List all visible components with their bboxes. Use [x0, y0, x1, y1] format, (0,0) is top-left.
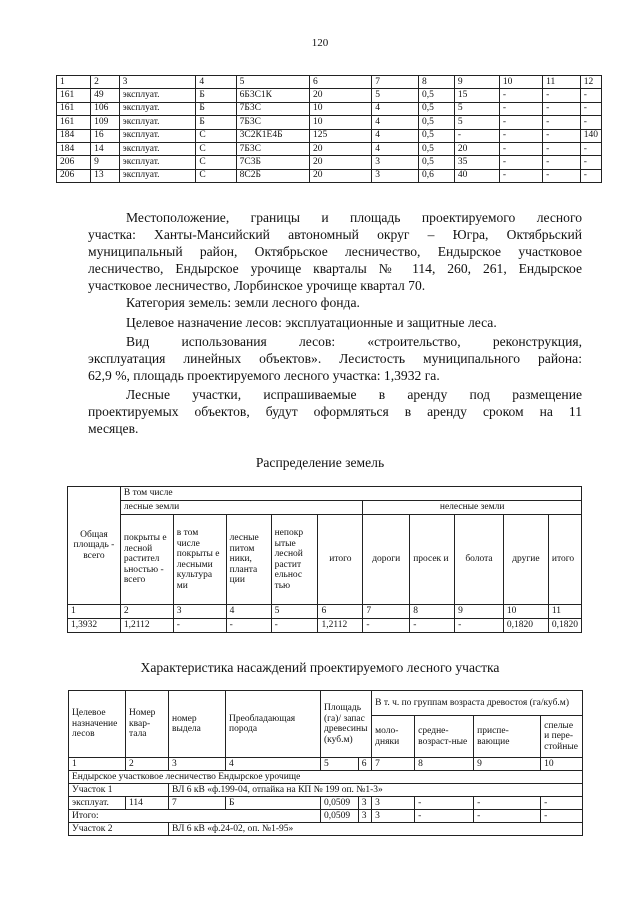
table-cell: -	[499, 116, 542, 129]
total-cell: 3	[358, 810, 371, 823]
table-row	[57, 102, 602, 115]
forestry-section-row: Ендырское участковое лесничество Ендырское урочище	[69, 771, 583, 784]
nonforest-lands-header: нелесные земли	[363, 501, 582, 515]
nonforest-col-roads: дороги	[363, 515, 410, 605]
table-cell: Б	[196, 89, 236, 102]
table-cell: эксплуат.	[119, 102, 196, 115]
exploitation-row-cell: эксплуат.	[69, 797, 126, 810]
header-cell: 9	[454, 76, 499, 89]
table-cell: 161	[57, 116, 91, 129]
table-cell: -	[580, 116, 601, 129]
value-cell: -	[410, 619, 455, 633]
lease-line-2: проектируемых объектов, будут оформляться в аренду сроком на 11	[88, 404, 582, 419]
column-number-cell: 3	[169, 758, 226, 771]
table-cell: 125	[310, 129, 372, 142]
value-cell: 1,2112	[120, 619, 173, 633]
column-number-cell: 9	[455, 605, 504, 619]
forest-lands-header: лесные земли	[120, 501, 362, 515]
value-cell: 1,3932	[68, 619, 121, 633]
table-row	[57, 116, 602, 129]
table-cell: 20	[310, 169, 372, 182]
table-cell: эксплуат.	[119, 169, 196, 182]
usage-line-1: Вид использования лесов: «строительство, реконструкция,	[126, 334, 582, 349]
table-cell: 40	[454, 169, 499, 182]
table-cell: 206	[57, 169, 91, 182]
column-number-cell: 10	[541, 758, 583, 771]
table-cell: 20	[310, 142, 372, 155]
table-cell: -	[543, 142, 581, 155]
plot2-description: ВЛ 6 кВ «ф.24-02, оп. №1-95»	[169, 823, 583, 836]
plot2-label: Участок 2	[69, 823, 169, 836]
table-cell: 140	[580, 129, 601, 142]
table-cell: эксплуат.	[119, 142, 196, 155]
column-number-cell: 3	[173, 605, 226, 619]
table-cell: -	[499, 142, 542, 155]
table-cell: 0,5	[418, 129, 454, 142]
header-cell: 1	[57, 76, 91, 89]
table-cell: -	[499, 156, 542, 169]
value-cell: 0,1820	[548, 619, 581, 633]
plot1-description: ВЛ 6 кВ «ф.199-04, отпайка на КП № 199 оп. №1-3»	[169, 784, 583, 797]
table-row	[57, 89, 602, 102]
table-cell: -	[543, 102, 581, 115]
table-cell: С	[196, 156, 236, 169]
table-row	[57, 156, 602, 169]
table-cell: 109	[91, 116, 120, 129]
forest-col-cultures: в том числе покрыты е лесными культура ми	[173, 515, 226, 605]
table-cell: 15	[454, 89, 499, 102]
table-cell: 7Б3С	[236, 142, 309, 155]
nonforest-col-clearings: просек и	[410, 515, 455, 605]
lease-line-1: Лесные участки, испрашиваемые в аренду под размещение	[126, 387, 582, 402]
table-cell: 4	[372, 116, 419, 129]
area-header: Площадь (га)/ запас древесины (куб.м)	[321, 691, 372, 758]
table-cell: эксплуат.	[119, 89, 196, 102]
table-cell: 161	[57, 89, 91, 102]
column-number-cell: 4	[226, 605, 271, 619]
table-cell: 7Б3С	[236, 102, 309, 115]
page-number: 120	[311, 37, 329, 49]
table-cell: -	[543, 116, 581, 129]
table-cell: 0,5	[418, 102, 454, 115]
total-area-header: Общая площадь - всего	[68, 487, 121, 605]
table-cell: 4	[372, 102, 419, 115]
table-cell: 4	[372, 142, 419, 155]
header-cell: 3	[119, 76, 196, 89]
value-cell: -	[363, 619, 410, 633]
value-cell: -	[455, 619, 504, 633]
total-cell: 0,0509	[321, 810, 359, 823]
exploitation-row-cell: 3	[358, 797, 371, 810]
column-number-cell: 7	[372, 758, 415, 771]
land-distribution-title: Распределение земель	[255, 455, 385, 470]
table-cell: 3	[372, 169, 419, 182]
table-cell: -	[580, 89, 601, 102]
usage-line-2: эксплуатация линейных объектов». Лесистость муниципального района:	[88, 351, 582, 366]
table-cell: С	[196, 169, 236, 182]
forest-col-uncovered: непокр ытые лесной растит ельнос тью	[271, 515, 318, 605]
table-cell: -	[580, 102, 601, 115]
table-row	[57, 142, 602, 155]
exploitation-row-cell: -	[474, 797, 541, 810]
location-line-1: Местоположение, границы и площадь проектируемого лесного	[126, 210, 582, 225]
header-cell: 10	[499, 76, 542, 89]
column-number-cell: 11	[548, 605, 581, 619]
young-header: моло-дняки	[372, 716, 415, 758]
value-cell: -	[226, 619, 271, 633]
table-cell: -	[543, 169, 581, 182]
forest-col-covered: покрыты е лесной растител ьностью - всего	[120, 515, 173, 605]
table-cell: -	[499, 89, 542, 102]
location-line-3: муниципальный район, Октябрьское лесничество, Ендырское участковое	[88, 244, 582, 259]
table-cell: 4	[372, 129, 419, 142]
table-cell: 10	[310, 102, 372, 115]
land-category: Категория земель: земли лесного фонда.	[126, 295, 360, 310]
forest-col-nurseries: лесные питом ники, планта ции	[226, 515, 271, 605]
including-header: В том числе	[120, 487, 581, 501]
table-header-row	[57, 76, 602, 89]
table-cell: 7С3Б	[236, 156, 309, 169]
table-cell: -	[543, 129, 581, 142]
nonforest-col-total: итого	[548, 515, 581, 605]
exploitation-row-cell: -	[415, 797, 474, 810]
total-label: Итого:	[69, 810, 321, 823]
table-cell: 184	[57, 142, 91, 155]
column-number-cell: 1	[68, 605, 121, 619]
header-cell: 2	[91, 76, 120, 89]
table-cell: 161	[57, 102, 91, 115]
plot1-label: Участок 1	[69, 784, 169, 797]
table-cell: 49	[91, 89, 120, 102]
table-cell: 206	[57, 156, 91, 169]
table-row	[57, 169, 602, 182]
purpose-header: Целевое назначение лесов	[69, 691, 126, 758]
species-header: Преобладающая порода	[226, 691, 321, 758]
land-distribution-table	[67, 486, 582, 633]
table-cell: 16	[91, 129, 120, 142]
header-cell: 11	[543, 76, 581, 89]
column-number-cell: 2	[126, 758, 169, 771]
column-number-cell: 5	[321, 758, 359, 771]
table-cell: 0,5	[418, 142, 454, 155]
location-line-2: участка: Ханты-Мансийский автономный округ – Югра, Октябрьский	[88, 227, 582, 242]
plot-header: номер выдела	[169, 691, 226, 758]
table-cell: 0,6	[418, 169, 454, 182]
header-cell: 6	[310, 76, 372, 89]
table-cell: 8С2Б	[236, 169, 309, 182]
table-cell: 106	[91, 102, 120, 115]
total-cell: -	[541, 810, 583, 823]
table-cell: -	[499, 129, 542, 142]
forest-purpose: Целевое назначение лесов: эксплуатационные и защитные леса.	[126, 315, 497, 330]
mature-header: спелые и пере-стойные	[541, 716, 583, 758]
total-cell: 3	[372, 810, 415, 823]
table-cell: 0,5	[418, 116, 454, 129]
age-groups-header: В т. ч. по группам возраста древостоя (га/куб.м)	[372, 691, 583, 716]
table-cell: -	[580, 156, 601, 169]
exploitation-row-cell: 3	[372, 797, 415, 810]
table-cell: 20	[454, 142, 499, 155]
table-cell: 5	[372, 89, 419, 102]
table-cell: 5	[454, 102, 499, 115]
column-number-cell: 10	[503, 605, 548, 619]
column-number-cell: 5	[271, 605, 318, 619]
table-cell: 3	[372, 156, 419, 169]
table-cell: 5	[454, 116, 499, 129]
table-cell: эксплуат.	[119, 116, 196, 129]
column-number-cell: 2	[120, 605, 173, 619]
table-row	[57, 129, 602, 142]
header-cell: 12	[580, 76, 601, 89]
exploitation-row-cell: 7	[169, 797, 226, 810]
exploitation-row-cell: 114	[126, 797, 169, 810]
nonforest-col-other: другие	[503, 515, 548, 605]
value-cell: -	[173, 619, 226, 633]
table-cell: Б	[196, 102, 236, 115]
header-cell: 4	[196, 76, 236, 89]
table-cell: -	[454, 129, 499, 142]
table-cell: -	[543, 156, 581, 169]
table-cell: -	[499, 169, 542, 182]
maturing-header: приспе-вающие	[474, 716, 541, 758]
table-cell: -	[580, 142, 601, 155]
column-number-cell: 1	[69, 758, 126, 771]
table-cell: 14	[91, 142, 120, 155]
value-cell: 0,1820	[503, 619, 548, 633]
stand-characteristics-title: Характеристика насаждений проектируемого лесного участка	[140, 660, 500, 675]
header-cell: 7	[372, 76, 419, 89]
column-number-cell: 6	[318, 605, 363, 619]
forest-inventory-table	[56, 75, 602, 183]
table-cell: -	[543, 89, 581, 102]
nonforest-col-swamps: болота	[455, 515, 504, 605]
column-number-cell: 6	[358, 758, 371, 771]
exploitation-row-cell: Б	[226, 797, 321, 810]
table-cell: эксплуат.	[119, 129, 196, 142]
table-cell: 13	[91, 169, 120, 182]
header-cell: 8	[418, 76, 454, 89]
exploitation-row-cell: 0,0509	[321, 797, 359, 810]
table-cell: 10	[310, 116, 372, 129]
table-cell: 0,5	[418, 156, 454, 169]
location-line-5: участковое лесничество, Лорбинское урочище квартал 70.	[88, 278, 426, 293]
total-cell: -	[474, 810, 541, 823]
lease-line-3: месяцев.	[88, 421, 139, 436]
table-cell: 184	[57, 129, 91, 142]
column-number-cell: 8	[415, 758, 474, 771]
middle-age-header: средне-возраст-ные	[415, 716, 474, 758]
value-cell: 1,2112	[318, 619, 363, 633]
table-cell: -	[580, 169, 601, 182]
column-number-cell: 7	[363, 605, 410, 619]
usage-line-3: 62,9 %, площадь проектируемого лесного участка: 1,3932 га.	[88, 368, 440, 383]
table-cell: 35	[454, 156, 499, 169]
table-cell: С	[196, 142, 236, 155]
column-number-cell: 8	[410, 605, 455, 619]
location-line-4: лесничество, Ендырское урочище кварталы № 114, 260, 261, Ендырское	[88, 261, 582, 276]
table-cell: 3С2К1Е4Б	[236, 129, 309, 142]
table-cell: 20	[310, 156, 372, 169]
table-cell: 7Б3С	[236, 116, 309, 129]
table-cell: С	[196, 129, 236, 142]
table-cell: эксплуат.	[119, 156, 196, 169]
table-cell: 6Б3С1К	[236, 89, 309, 102]
value-cell: -	[271, 619, 318, 633]
column-number-cell: 4	[226, 758, 321, 771]
table-cell: 0,5	[418, 89, 454, 102]
table-cell: -	[499, 102, 542, 115]
table-cell: 20	[310, 89, 372, 102]
stand-characteristics-table	[68, 690, 583, 836]
forest-col-total: итого	[318, 515, 363, 605]
table-cell: 9	[91, 156, 120, 169]
table-cell: Б	[196, 116, 236, 129]
quarter-header: Номер квар-тала	[126, 691, 169, 758]
exploitation-row-cell: -	[541, 797, 583, 810]
column-number-cell: 9	[474, 758, 541, 771]
total-cell: -	[415, 810, 474, 823]
header-cell: 5	[236, 76, 309, 89]
